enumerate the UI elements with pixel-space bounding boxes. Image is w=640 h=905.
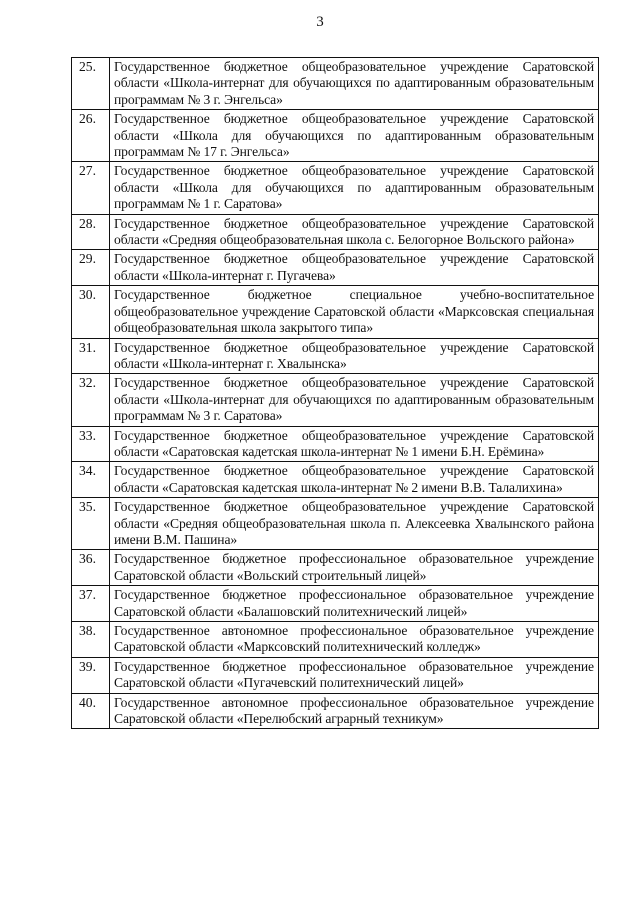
row-number: 30. [72,286,110,338]
row-number: 37. [72,586,110,622]
table-row [72,622,599,658]
institution-name: Государственное бюджетное общеобразовательное учреждение Саратовской области «Школа-интернат для обучающихся по адаптированным образовательным программам № 3 г. Энгельса» [110,58,599,110]
row-number: 38. [72,622,110,658]
institution-name: Государственное бюджетное профессиональное образовательное учреждение Саратовской области «Балашовский политехнический лицей» [110,586,599,622]
institution-name: Государственное бюджетное общеобразовательное учреждение Саратовской области «Средняя общеобразовательная школа п. Алексеевка Хвалынского района имени В.М. Пашина» [110,498,599,550]
table-row [72,250,599,286]
row-number: 40. [72,693,110,729]
table-row [72,426,599,462]
row-number: 32. [72,374,110,426]
institution-name: Государственное бюджетное специальное учебно-воспитательное общеобразовательное учреждение Саратовской области «Марксовская специальная общеобразовательная школа закрытого типа» [110,286,599,338]
row-number: 33. [72,426,110,462]
institution-name: Государственное бюджетное общеобразовательное учреждение Саратовской области «Школа-интернат для обучающихся по адаптированным образовательным программам № 3 г. Саратова» [110,374,599,426]
institutions-table [71,57,599,729]
table-row [72,550,599,586]
page-number: 3 [316,14,324,30]
table-row [72,586,599,622]
institution-name: Государственное бюджетное общеобразовательное учреждение Саратовской области «Школа-интернат г. Пугачева» [110,250,599,286]
table-row [72,58,599,110]
table-row [72,214,599,250]
table-row [72,110,599,162]
table-row [72,286,599,338]
row-number: 28. [72,214,110,250]
table-row [72,338,599,374]
institution-name: Государственное автономное профессиональное образовательное учреждение Саратовской области «Перелюбский аграрный техникум» [110,693,599,729]
table-row [72,462,599,498]
table-row [72,498,599,550]
institution-name: Государственное бюджетное общеобразовательное учреждение Саратовской области «Саратовская кадетская школа-интернат № 2 имени В.В. Талалихина» [110,462,599,498]
row-number: 25. [72,58,110,110]
institution-name: Государственное автономное профессиональное образовательное учреждение Саратовской области «Марксовский политехнический колледж» [110,622,599,658]
row-number: 39. [72,657,110,693]
institution-name: Государственное бюджетное профессиональное образовательное учреждение Саратовской области «Вольский строительный лицей» [110,550,599,586]
table-row [72,162,599,214]
institution-name: Государственное бюджетное общеобразовательное учреждение Саратовской области «Школа-интернат г. Хвалынска» [110,338,599,374]
institution-name: Государственное бюджетное общеобразовательное учреждение Саратовской области «Саратовская кадетская школа-интернат № 1 имени Б.Н. Ерёмина» [110,426,599,462]
row-number: 27. [72,162,110,214]
row-number: 31. [72,338,110,374]
institution-name: Государственное бюджетное профессиональное образовательное учреждение Саратовской области «Пугачевский политехнический лицей» [110,657,599,693]
row-number: 35. [72,498,110,550]
row-number: 36. [72,550,110,586]
row-number: 29. [72,250,110,286]
institution-name: Государственное бюджетное общеобразовательное учреждение Саратовской области «Школа для обучающихся по адаптированным образовательным программам № 17 г. Энгельса» [110,110,599,162]
table-row [72,374,599,426]
institution-name: Государственное бюджетное общеобразовательное учреждение Саратовской области «Средняя общеобразовательная школа с. Белогорное Вольского района» [110,214,599,250]
institution-name: Государственное бюджетное общеобразовательное учреждение Саратовской области «Школа для обучающихся по адаптированным образовательным программам № 1 г. Саратова» [110,162,599,214]
table-row [72,693,599,729]
row-number: 26. [72,110,110,162]
table-row [72,657,599,693]
row-number: 34. [72,462,110,498]
